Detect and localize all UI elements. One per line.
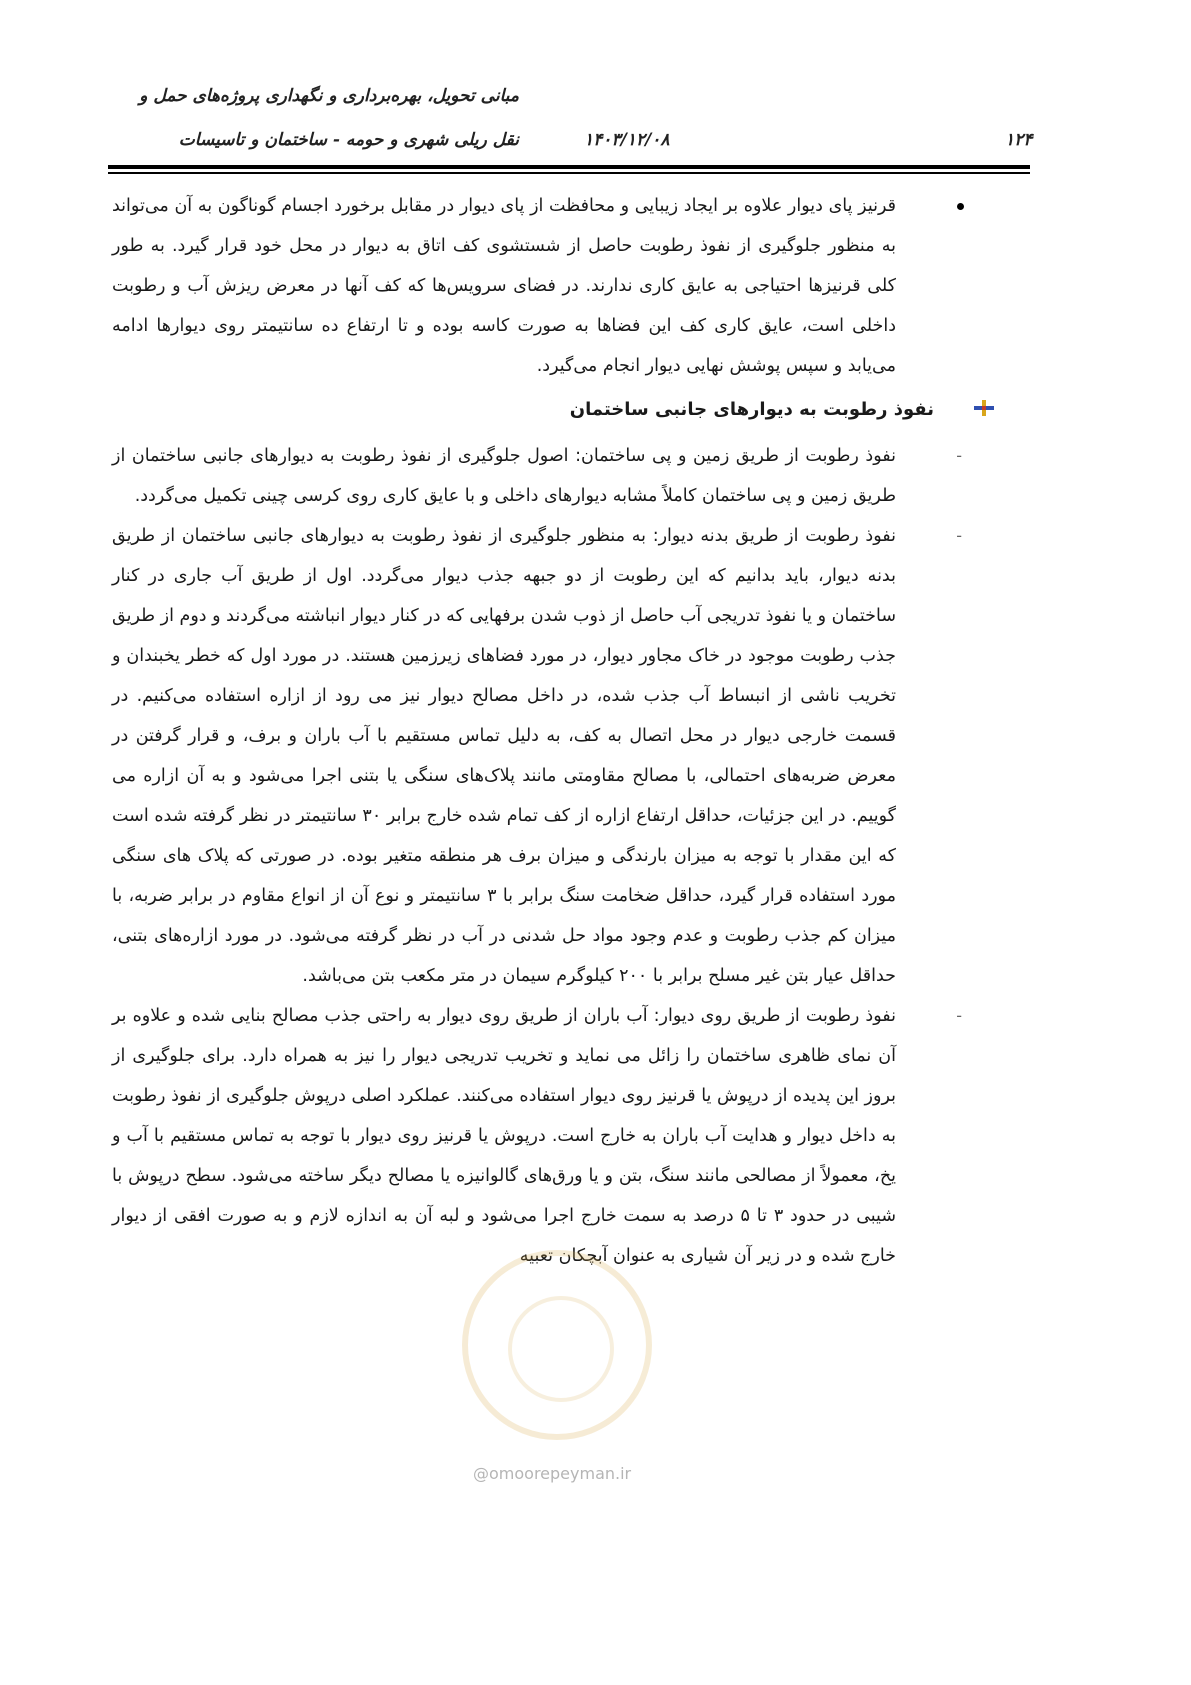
dash-item-text: نفوذ رطوبت از طریق زمین و پی ساختمان: اصول جلوگیری از نفوذ رطوبت به دیوارهای جانبی ساختمان از طریق زمین و پی ساختمان کاملاً مشابه دیوارهای داخلی و با عایق کاری روی کرسی چینی تکمیل می‌گردد.	[112, 446, 896, 506]
section-marker-icon	[974, 400, 994, 416]
dash-icon: -	[956, 446, 962, 465]
dash-item-3	[112, 996, 962, 1276]
watermark-logo	[462, 1250, 652, 1440]
page-header	[0, 0, 1191, 185]
header-title-line1: مبانی تحویل، بهره‌برداری و نگهداری پروژه‌های حمل و	[139, 86, 519, 106]
dash-item-1	[112, 436, 962, 516]
header-rule-thin	[108, 172, 1030, 174]
dash-item-text: نفوذ رطوبت از طریق روی دیوار: آب باران از طریق روی دیوار به راحتی جذب مصالح بنایی شده و علاوه بر آن نمای ظاهری ساختمان را زائل می نماید و تخریب تدریجی دیوار را نیز به همراه دارد. برای جلوگیری از بروز این پدیده از درپوش یا قرنیز روی دیوار استفاده می‌کنند. عملکرد اصلی درپوش جلوگیری از نفوذ رطوبت به داخل دیوار و هدایت آب باران به خارج است. درپوش یا قرنیز روی دیوار با توجه به تماس مستقیم با آب و یخ، معمولاً از مصالحی مانند سنگ، بتن و یا ورق‌های گالوانیزه یا مصالح دیگر ساخته می‌شود. سطح درپوش با شیبی در حدود ۳ تا ۵ درصد به سمت خارج اجرا می‌شود و لبه آن به اندازه لازم و به صورت افقی از دیوار خارج شده و در زیر آن شیاری به عنوان آبچکان تعبیه	[112, 1006, 896, 1266]
bullet-item	[112, 186, 934, 386]
page-number: ۱۲۴	[1005, 130, 1033, 150]
page-body	[112, 186, 962, 1276]
header-rule-thick	[108, 165, 1030, 169]
header-title-line2: نقل ریلی شهری و حومه - ساختمان و تاسیسات	[178, 130, 519, 150]
bullet-dot-icon	[957, 203, 964, 210]
dash-icon: -	[956, 1006, 962, 1025]
dash-item-text: نفوذ رطوبت از طریق بدنه دیوار: به منظور جلوگیری از نفوذ رطوبت به دیوارهای جانبی ساختمان از طریق بدنه دیوار، باید بدانیم که این رطوبت از دو جبهه جذب دیوار می‌گردد. اول از طریق آب جاری در کنار ساختمان و یا نفوذ تدریجی آب حاصل از ذوب شدن برفهایی که در کنار دیوار انباشته می‌گردند و دوم از طریق جذب رطوبت موجود در خاک مجاور دیوار، در مورد فضاهای زیرزمین هستند. در مورد اول که خطر یخبندان و تخریب ناشی از انبساط آب جذب شده، در داخل مصالح دیوار نیز می رود از ازاره استفاده می‌کنیم. در قسمت خارجی دیوار در محل اتصال به کف، به دلیل تماس مستقیم با آب باران و برف، و قرار گرفتن در معرض ضربه‌های احتمالی، با مصالح مقاومتی مانند پلاک‌های سنگی یا بتنی اجرا می‌شود و به آن ازاره می گوییم. در این جزئیات، حداقل ارتفاع ازاره از کف تمام شده خارج برابر ۳۰ سانتیمتر در نظر گرفته شده است که این مقدار با توجه به میزان بارندگی و میزان برف هر منطقه متغیر بوده. در صورتی که پلاک های سنگی مورد استفاده قرار گیرد، حداقل ضخامت سنگ برابر با ۳ سانتیمتر و نوع آن از انواع مقاوم در برابر ضربه، با میزان کم جذب رطوبت و عدم وجود مواد حل شدنی در آب در نظر گرفته می‌شود. در مورد ازاره‌های بتنی، حداقل عیار بتن غیر مسلح برابر با ۲۰۰ کیلوگرم سیمان در متر مکعب بتن می‌باشد.	[112, 526, 896, 986]
section-heading-text: نفوذ رطوبت به دیوارهای جانبی ساختمان	[569, 399, 934, 420]
header-date: ۱۴۰۳/۱۲/۰۸	[584, 130, 670, 150]
dash-icon: -	[956, 526, 962, 545]
bullet-text: قرنیز پای دیوار علاوه بر ایجاد زیبایی و محافظت از پای دیوار در مقابل برخورد اجسام گوناگون به آن می‌تواند به منظور جلوگیری از نفوذ رطوبت حاصل از شستشوی کف اتاق به دیوار در محل خود قرار گیرد. به طور کلی قرنیزها احتیاجی به عایق کاری ندارند. در فضای سرویس‌ها که کف آنها در معرض ریزش آب و رطوبت داخلی است، عایق کاری کف این فضاها به صورت کاسه بوده و تا ارتفاع ده سانتیمتر روی دیوارها ادامه می‌یابد و سپس پوشش نهایی دیوار انجام می‌گیرد.	[112, 196, 896, 376]
watermark-url: @omoorepeyman.ir	[473, 1464, 632, 1483]
dash-item-2	[112, 516, 962, 996]
section-heading	[112, 386, 934, 436]
